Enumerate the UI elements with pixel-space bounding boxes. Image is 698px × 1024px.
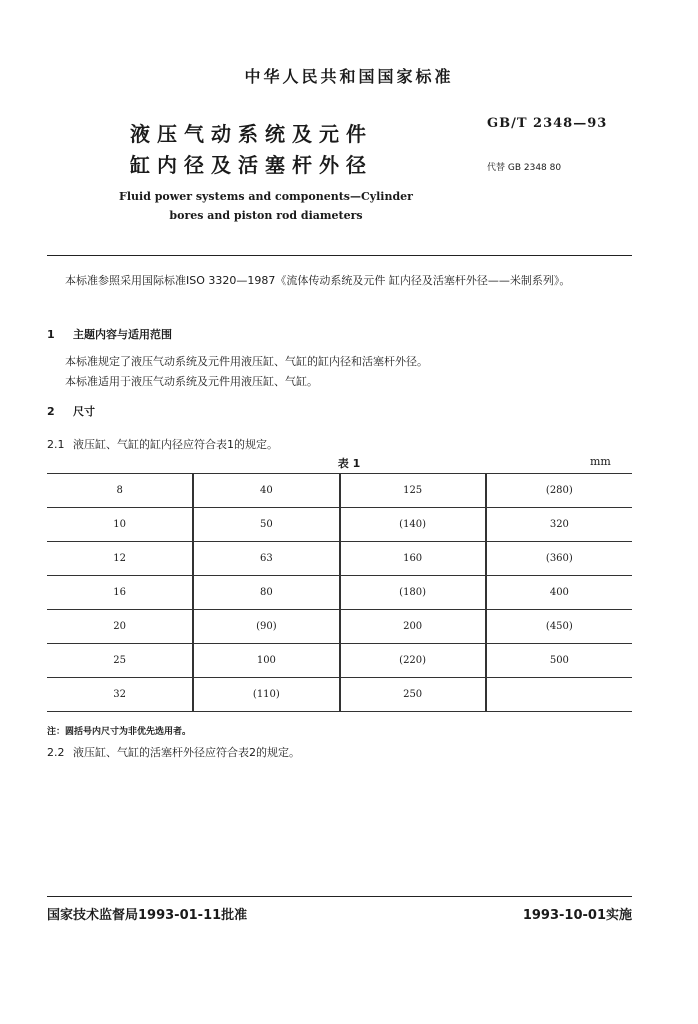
table-cell: 16	[47, 576, 193, 610]
cylinder-bore-table	[47, 473, 632, 712]
section-2-number: 2	[47, 405, 55, 418]
table-cell: 400	[486, 576, 632, 610]
table-1-caption: 表 1	[337, 457, 361, 470]
table-cell: 250	[340, 678, 486, 712]
table-1-unit: mm	[590, 455, 611, 468]
table-cell: (450)	[486, 610, 632, 644]
table-cell: 32	[47, 678, 193, 712]
table-cell: (110)	[193, 678, 339, 712]
section-2-heading	[47, 403, 95, 419]
clause-2-1	[47, 436, 278, 452]
table-row	[47, 678, 632, 712]
table-cell: (90)	[193, 610, 339, 644]
table-cell: 20	[47, 610, 193, 644]
section-2-title: 尺寸	[73, 405, 95, 418]
effective-date: 1993-10-01实施	[522, 908, 632, 923]
table-row	[47, 474, 632, 508]
table-cell: 125	[340, 474, 486, 508]
section-1-heading	[47, 326, 172, 342]
section-1-number: 1	[47, 328, 55, 341]
section-1-paragraph-1: 本标准规定了液压气动系统及元件用液压缸、气缸的缸内径和活塞杆外径。	[65, 355, 428, 368]
clause-2-2-number: 2.2	[47, 746, 65, 759]
table-row	[47, 508, 632, 542]
footer-divider	[47, 896, 632, 897]
standard-title-line2: 缸内径及活塞杆外径	[130, 153, 373, 177]
table-cell: 40	[193, 474, 339, 508]
table-cell: (140)	[340, 508, 486, 542]
issuing-body: 中华人民共和国国家标准	[244, 67, 454, 86]
table-cell	[486, 678, 632, 712]
table-cell: (180)	[340, 576, 486, 610]
table-row	[47, 542, 632, 576]
standard-title-line1: 液压气动系统及元件	[130, 122, 373, 146]
table-row	[47, 576, 632, 610]
table-cell: (360)	[486, 542, 632, 576]
english-title-line1: Fluid power systems and components—Cylinder	[119, 190, 413, 203]
intro-paragraph: 本标准参照采用国际标准ISO 3320—1987《流体传动系统及元件 缸内径及活塞杆外径——米制系列》。	[65, 274, 571, 287]
clause-2-1-text: 液压缸、气缸的缸内径应符合表1的规定。	[73, 438, 278, 451]
english-title-line2: bores and piston rod diameters	[169, 209, 363, 222]
table-row	[47, 644, 632, 678]
table-cell: 100	[193, 644, 339, 678]
table-cell: 160	[340, 542, 486, 576]
table-cell: 10	[47, 508, 193, 542]
header-divider	[47, 255, 632, 256]
section-1-title: 主题内容与适用范围	[73, 328, 172, 341]
table-cell: 200	[340, 610, 486, 644]
clause-2-2	[47, 744, 300, 760]
table-cell: (220)	[340, 644, 486, 678]
section-1-paragraph-2: 本标准适用于液压气动系统及元件用液压缸、气缸。	[65, 375, 318, 388]
approval-date: 国家技术监督局1993-01-11批准	[47, 908, 248, 923]
table-cell: 500	[486, 644, 632, 678]
standard-code: GB/T 2348—93	[487, 116, 608, 131]
table-cell: 8	[47, 474, 193, 508]
table-cell: 320	[486, 508, 632, 542]
table-cell: 12	[47, 542, 193, 576]
table-cell: 80	[193, 576, 339, 610]
table-1-note: 注：圆括号内尺寸为非优先选用者。	[47, 727, 192, 737]
replaces-note: 代替 GB 2348 80	[487, 163, 562, 173]
table-cell: 25	[47, 644, 193, 678]
table-cell: 63	[193, 542, 339, 576]
table-row	[47, 610, 632, 644]
table-cell: (280)	[486, 474, 632, 508]
table-cell: 50	[193, 508, 339, 542]
clause-2-1-number: 2.1	[47, 438, 65, 451]
clause-2-2-text: 液压缸、气缸的活塞杆外径应符合表2的规定。	[73, 746, 300, 759]
